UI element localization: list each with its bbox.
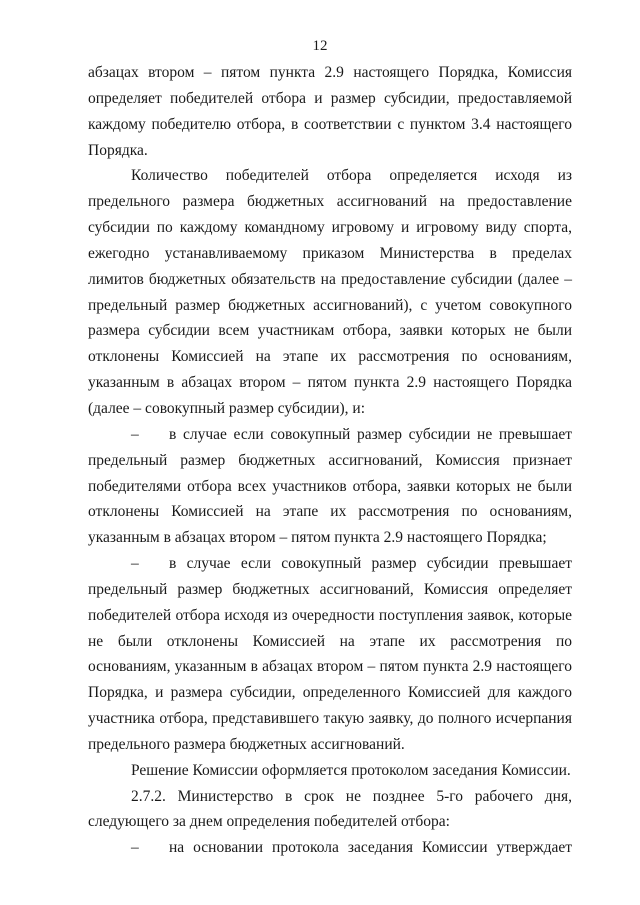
page-number: 12 (312, 38, 328, 54)
list-item-not-exceeds (88, 422, 572, 551)
list-dash: – (131, 425, 139, 443)
list-item-exceeds (88, 551, 572, 758)
paragraph-winners-count: Количество победителей отбора определяется исходя из предельного размера бюджетных ассигнований на предоставление субсидии по каждому командному игровому и игровому виду спорта, ежегодно устанавливаемому приказом Министерства в пределах лимитов бюджетных обязательств на предоставление субсидии (далее – предельный размер бюджетных ассигнований), с учетом совокупного размера субсидии всем участникам отбора, заявки которых не были отклонены Комиссией на этапе их рассмотрения по основаниям, указанным в абзацах втором – пятом пункта 2.9 настоящего Порядка (далее – совокупный размер субсидии), и: (88, 167, 572, 417)
paragraph-decision: Решение Комиссии оформляется протоколом заседания Комиссии. (131, 761, 571, 779)
list-dash: – (131, 839, 139, 857)
list-dash: – (131, 555, 139, 573)
paragraph-section-2-7-2: 2.7.2. Министерство в срок не позднее 5-го рабочего дня, следующего за днем определения победителей отбора: (88, 787, 572, 831)
list-item-text: на основании протокола заседания Комиссии утверждает (169, 839, 572, 857)
list-item-text: в случае если совокупный размер субсидии превышает предельный размер бюджетных ассигнований, Комиссия определяет победителей отбора исходя из очередности поступления заявок, которые не были отклонены Комиссией на этапе их рассмотрения по основаниям, указанным в абзацах втором – пятом пункта 2.9 настоящего Порядка, и размера субсидии, определенного Комиссией для каждого участника отбора, представившего такую заявку, до полного исчерпания предельного размера бюджетных ассигнований. (88, 555, 572, 753)
document-body (88, 60, 572, 861)
paragraph-continuation: абзацах втором – пятом пункта 2.9 настоящего Порядка, Комиссия определяет победителей отбора и размер субсидии, предоставляемой каждому победителю отбора, в соответствии с пунктом 3.4 настоящего Порядка. (88, 64, 572, 159)
list-item-text: в случае если совокупный размер субсидии не превышает предельный размер бюджетных ассигнований, Комиссия признает победителями отбора всех участников отбора, заявки которых не были отклонены Комиссией на этапе их рассмотрения по основаниям, указанным в абзацах втором – пятом пункта 2.9 настоящего Порядка; (88, 425, 572, 547)
list-item-approves (88, 835, 572, 861)
